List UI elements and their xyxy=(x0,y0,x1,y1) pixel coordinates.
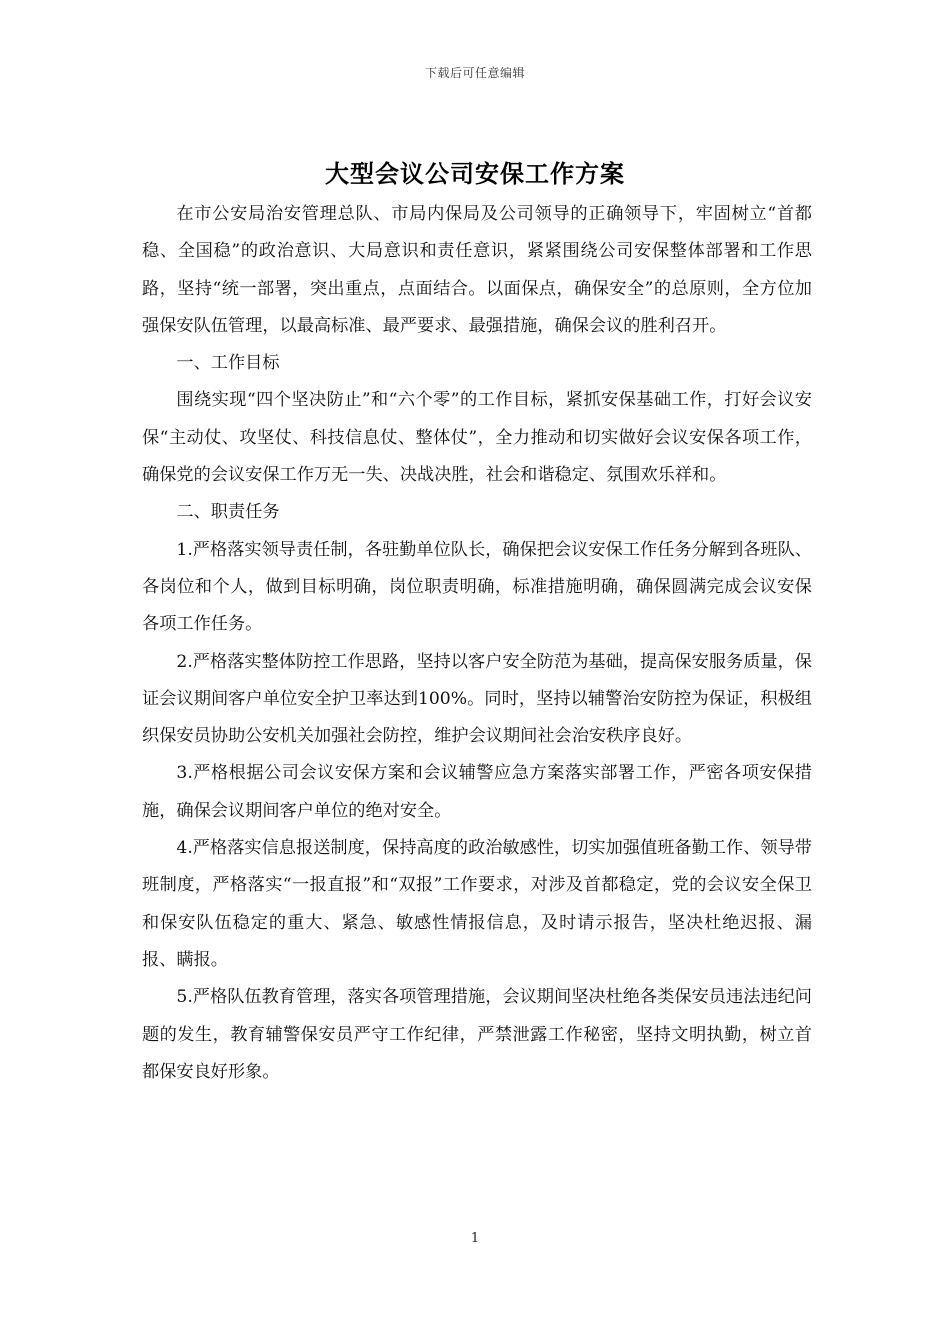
duty-item-3: 3.严格根据公司会议安保方案和会议辅警应急方案落实部署工作，严密各项安保措施，确保会议期间客户单位的绝对安全。 xyxy=(142,763,812,821)
page-number: 1 xyxy=(470,1231,480,1246)
header-note: 下载后可任意编辑 xyxy=(424,66,525,80)
section-heading-duties: 二、职责任务 xyxy=(176,502,280,523)
duty-item-2: 2.严格落实整体防控工作思路，坚持以客户安全防范为基础，提高保安服务质量，保证会议期间客户单位安全护卫率达到100%。同时，坚持以辅警治安防控为保证，积极组织保安员协助公安机关加强社会防控，维护会议期间社会治安秩序良好。 xyxy=(142,651,812,747)
document-body xyxy=(142,196,812,1091)
duty-item-5: 5.严格队伍教育管理，落实各项管理措施，会议期间坚决杜绝各类保安员违法违纪问题的发生，教育辅警保安员严守工作纪律，严禁泄露工作秘密，坚持文明执勤，树立首都保安良好形象。 xyxy=(142,987,812,1082)
document-title: 大型会议公司安保工作方案 xyxy=(325,160,625,188)
duty-item-4: 4.严格落实信息报送制度，保持高度的政治敏感性，切实加强值班备勤工作、领导带班制度，严格落实“一报直报”和“双报”工作要求，对涉及首都稳定，党的会议安全保卫和保安队伍稳定的重大、紧急、敏感性情报信息，及时请示报告，坚决杜绝迟报、漏报、瞒报。 xyxy=(142,838,812,970)
section-heading-goals: 一、工作目标 xyxy=(176,353,280,374)
intro-paragraph: 在市公安局治安管理总队、市局内保局及公司领导的正确领导下，牢固树立“首都稳、全国稳”的政治意识、大局意识和责任意识，紧紧围绕公司安保整体部署和工作思路，坚持“统一部署，突出重点，点面结合。以面保点，确保安全”的总原则，全方位加强保安队伍管理，以最高标准、最严要求、最强措施，确保会议的胜利召开。 xyxy=(142,204,812,336)
goals-paragraph: 围绕实现“四个坚决防止”和“六个零”的工作目标，紧抓安保基础工作，打好会议安保“主动仗、攻坚仗、科技信息仗、整体仗”，全力推动和切实做好会议安保各项工作，确保党的会议安保工作万无一失、决战决胜，社会和谐稳定、氛围欢乐祥和。 xyxy=(142,390,812,486)
duty-item-1: 1.严格落实领导责任制，各驻勤单位队长，确保把会议安保工作任务分解到各班队、各岗位和个人，做到目标明确，岗位职责明确，标准措施明确，确保圆满完成会议安保各项工作任务。 xyxy=(142,539,812,635)
